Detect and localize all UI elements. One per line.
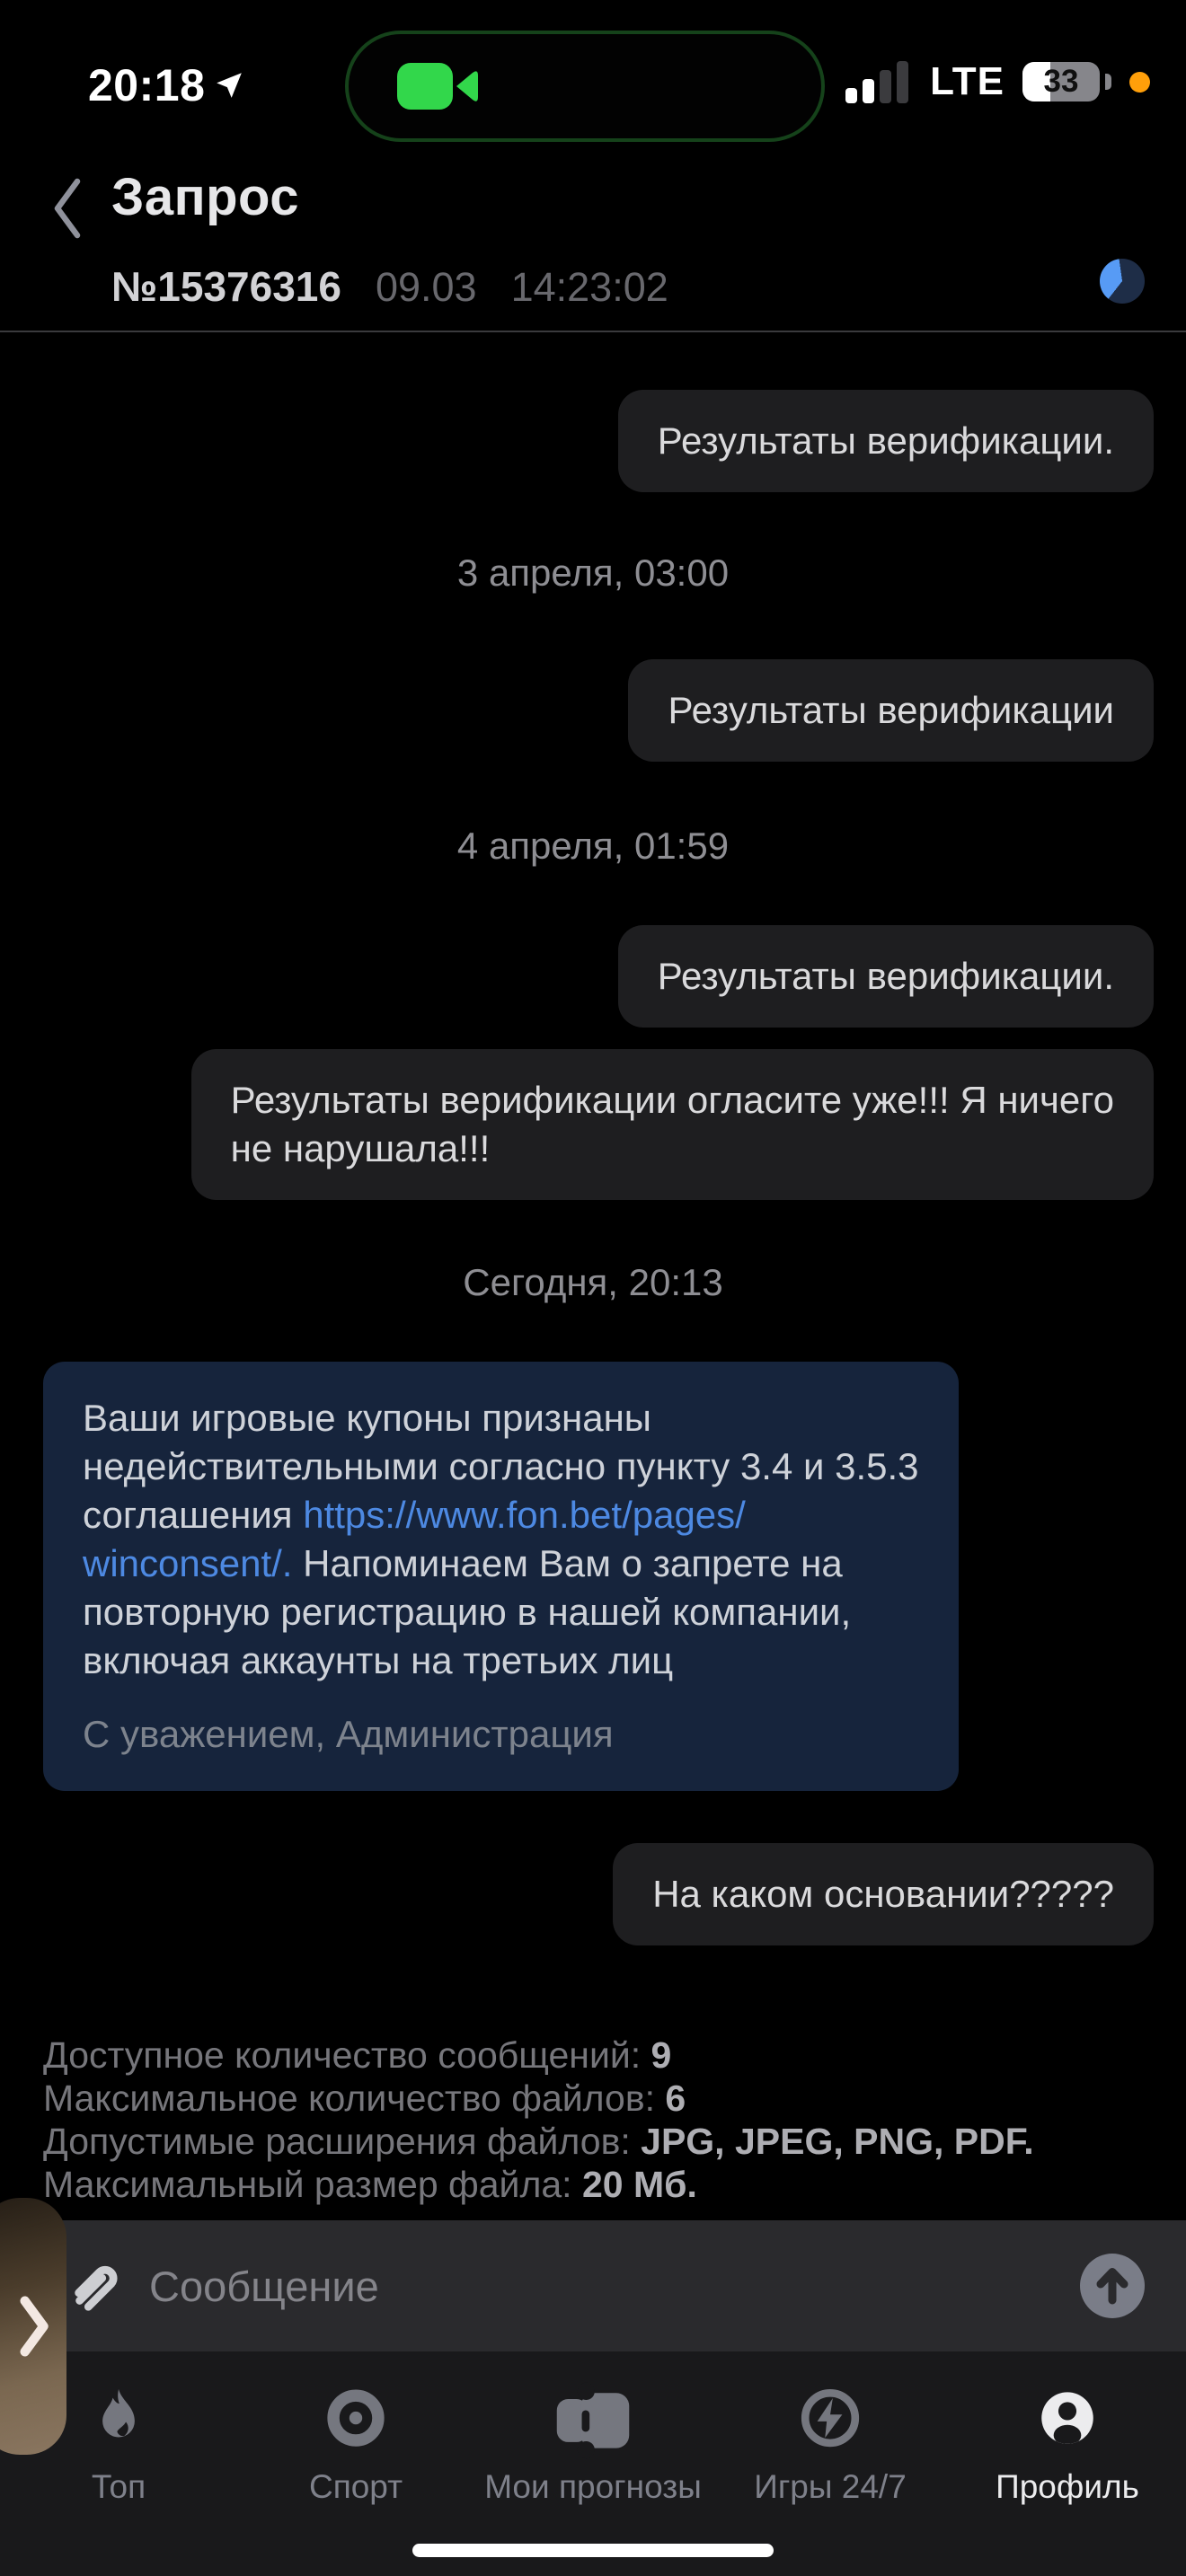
timer-pie-icon [1100,259,1145,304]
person-icon [1026,2375,1109,2465]
limit-value: 6 [665,2078,686,2119]
terms-link[interactable]: winconsent/. [83,1542,293,1584]
coupon-icon [550,2375,636,2465]
user-message [191,1049,1154,1200]
video-camera-icon [397,61,487,111]
status-indicators [845,59,1150,104]
tab-label: Мои прогнозы [484,2468,702,2505]
user-message: Результаты верификации. [618,925,1154,1028]
battery-percent: 33 [1043,64,1079,99]
back-button[interactable] [50,178,83,243]
limit-line [43,2163,1186,2206]
limit-value: JPG, JPEG, PNG, PDF. [641,2121,1034,2162]
tab-profile[interactable] [949,2351,1186,2576]
limit-value: 20 Мб. [581,2164,697,2205]
mic-in-use-indicator [1129,72,1150,93]
clock-text: 20:18 [88,60,206,110]
dynamic-island-call-pill[interactable] [345,31,825,142]
request-number: №15376316 [111,263,341,310]
chevron-right-icon [20,2294,50,2359]
tab-label: Профиль [996,2468,1139,2505]
limit-label: Максимальное количество файлов: [43,2078,666,2119]
limit-line [43,2033,1186,2077]
tab-label: Спорт [308,2468,403,2505]
limit-label: Допустимые расширения файлов: [43,2121,642,2162]
message-line [83,1539,919,1588]
lightning-icon [789,2375,872,2465]
user-message: Результаты верификации. [618,390,1154,492]
message-line [83,1491,919,1539]
edge-panel-handle[interactable] [0,2198,66,2455]
home-indicator[interactable] [412,2544,774,2557]
request-time: 14:23:02 [510,264,668,310]
admin-message [43,1362,959,1791]
location-arrow-icon [214,70,244,101]
send-button[interactable] [1080,2254,1145,2318]
disc-icon [314,2375,397,2465]
message-line: повторную регистрацию в нашей компании, [83,1591,852,1633]
battery-cap [1105,74,1111,90]
limit-value: 9 [651,2034,672,2076]
message-line: Результаты верификации огласите уже!!! Я ничего [230,1079,1114,1121]
request-meta [111,262,668,311]
tab-label: Топ [91,2468,146,2505]
message-line: Ваши игровые купоны признаны [83,1397,651,1439]
date-separator: Сегодня, 20:13 [463,1261,723,1303]
request-date: 09.03 [375,264,477,310]
message-composer [0,2220,1186,2351]
message-line: недействительными согласно пункту 3.4 и 3.5.3 [83,1445,919,1487]
chat-limits-info [43,2033,1186,2206]
message-line: включая аккаунты на третьих лиц [83,1639,674,1681]
limit-line [43,2077,1186,2120]
limit-label: Доступное количество сообщений: [43,2034,651,2076]
battery-icon [1022,62,1100,101]
attach-file-icon[interactable] [68,2258,124,2314]
date-separator: 3 апреля, 03:00 [456,551,730,594]
user-message: На каком основании????? [613,1843,1154,1945]
network-type-label: LTE [930,59,1005,103]
message-signature: С уважением, Администрация [83,1713,614,1755]
message-text: Напоминаем Вам о запрете на [292,1542,843,1584]
signal-strength-icon [845,60,912,103]
message-input[interactable] [147,2261,1080,2312]
bottom-tab-bar [0,2351,1186,2576]
tab-games-247[interactable] [712,2351,949,2576]
terms-link[interactable]: https://www.fon.bet/pages/ [303,1494,746,1536]
tab-my-bets[interactable] [474,2351,712,2576]
flame-icon [84,2375,154,2465]
message-line: не нарушала!!! [230,1127,491,1169]
date-separator: 4 апреля, 01:59 [456,825,730,867]
arrow-up-icon [1094,2266,1130,2306]
tab-label: Игры 24/7 [754,2468,907,2505]
limit-label: Максимальный размер файла: [43,2164,582,2205]
user-message: Результаты верификации [628,659,1154,762]
chat-thread [0,332,1186,2206]
limit-line [43,2120,1186,2163]
message-text: соглашения [83,1494,304,1536]
tab-sport[interactable] [237,2351,474,2576]
status-time [88,59,244,111]
page-title: Запрос [111,168,299,226]
